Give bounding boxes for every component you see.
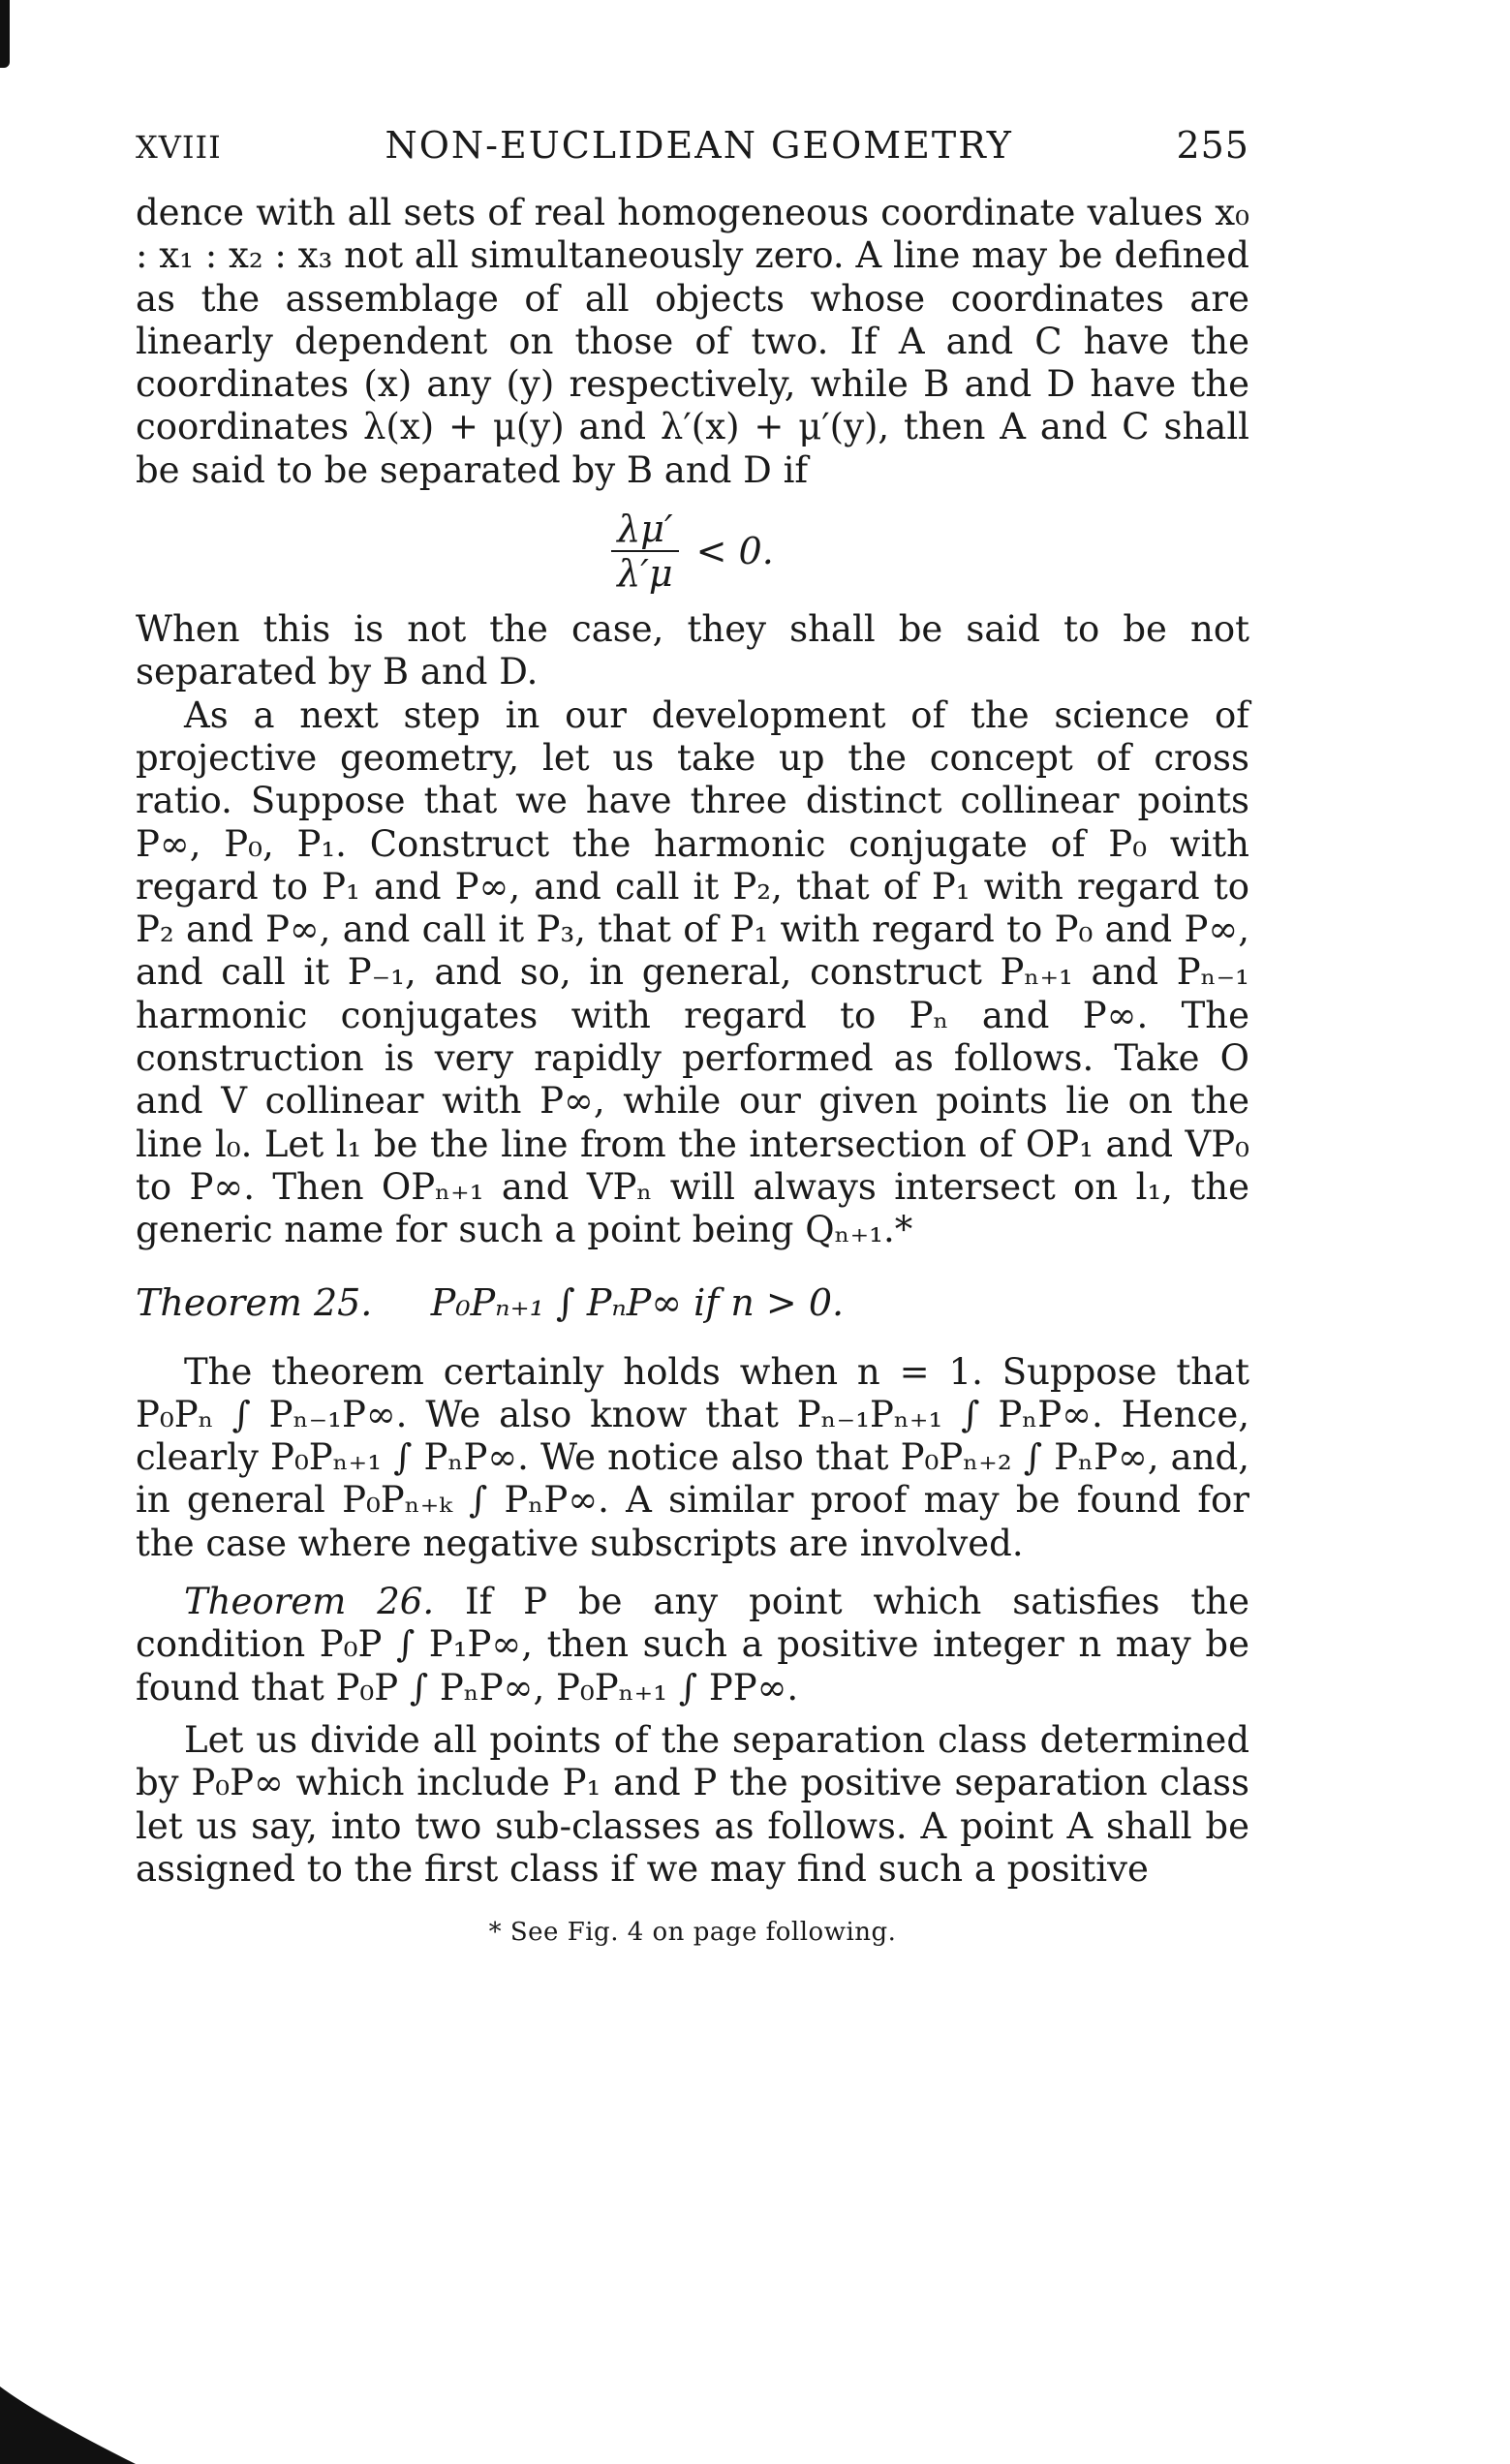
paragraph-not-separated: When this is not the case, they shall be said to be not separated by B and D.: [136, 608, 1249, 693]
running-title: NON-EUCLIDEAN GEOMETRY: [385, 124, 1013, 167]
theorem-26-label: Theorem 26.: [184, 1581, 435, 1623]
theorem-26-statement: If P be any point which satisfies the condition P₀P ∫ P₁P∞, then such a positive integer n may be found that P₀P ∫ PₙP∞, P₀Pₙ₊₁ ∫ PP∞.: [136, 1581, 1249, 1709]
theorem-25: [136, 1274, 1249, 1332]
separation-condition-formula: [136, 508, 1249, 595]
scan-edge-mark-top: [0, 0, 10, 68]
formula-numerator: λμ′: [617, 508, 673, 551]
page-number: 255: [1176, 124, 1249, 167]
theorem-25-statement: P₀Pₙ₊₁ ∫ PₙP∞ if n > 0.: [430, 1280, 845, 1324]
formula-fraction: [611, 508, 678, 595]
scan-edge-mark-bottom: [0, 2377, 136, 2464]
formula-relation: < 0.: [695, 530, 774, 573]
running-header: [136, 124, 1249, 167]
paragraph-cross-ratio: As a next step in our development of the science of projective geometry, let us take up the concept of cross ratio. Suppose that we have three distinct collinear points P∞, P₀, P₁. Construct the harmonic conjugate of P₀ with regard to P₁ and P∞, and call it P₂, that of P₁ with regard to P₂ and P∞, and call it P₃, that of P₁ with regard to P₀ and P∞, and call it P₋₁, and so, in general, construct Pₙ₊₁ and Pₙ₋₁ harmonic conjugates with regard to Pₙ and P∞. The construction is very rapidly performed as follows. Take O and V collinear with P∞, while our given points lie on the line l₀. Let l₁ be the line from the intersection of OP₁ and VP₀ to P∞. Then OPₙ₊₁ and VPₙ will always intersect on l₁, the generic name for such a point being Qₙ₊₁.*: [136, 693, 1249, 1251]
paragraph-continued: dence with all sets of real homogeneous coordinate values x₀ : x₁ : x₂ : x₃ not all simultaneously zero. A line may be defined as the assemblage of all objects whose coordinates are linearly dependent on those of two. If A and C have the coordinates (x) any (y) respectively, while B and D have the coordinates λ(x) + μ(y) and λ′(x) + μ′(y), then A and C shall be said to be separated by B and D if: [136, 192, 1249, 491]
footnote: * See Fig. 4 on page following.: [488, 1918, 897, 1948]
theorem-26: [136, 1581, 1249, 1709]
paragraph-subclasses: Let us divide all points of the separation class determined by P₀P∞ which include P₁ and P the positive separation class let us say, into two sub-classes as follows. A point A shall be assigned to the first class if we may find such a positive: [136, 1718, 1249, 1890]
formula-denominator: λ′μ: [617, 552, 673, 596]
theorem-25-label: Theorem 25.: [136, 1280, 373, 1324]
paragraph-proof-25: The theorem certainly holds when n = 1. Suppose that P₀Pₙ ∫ Pₙ₋₁P∞. We also know that Pₙ₋₁Pₙ₊₁ ∫ PₙP∞. Hence, clearly P₀Pₙ₊₁ ∫ PₙP∞. We notice also that P₀Pₙ₊₂ ∫ PₙP∞, and, in general P₀Pₙ₊ₖ ∫ PₙP∞. A similar proof may be found for the case where negative subscripts are involved.: [136, 1350, 1249, 1564]
book-page: [136, 124, 1249, 1947]
chapter-number: XVIII: [136, 129, 222, 166]
